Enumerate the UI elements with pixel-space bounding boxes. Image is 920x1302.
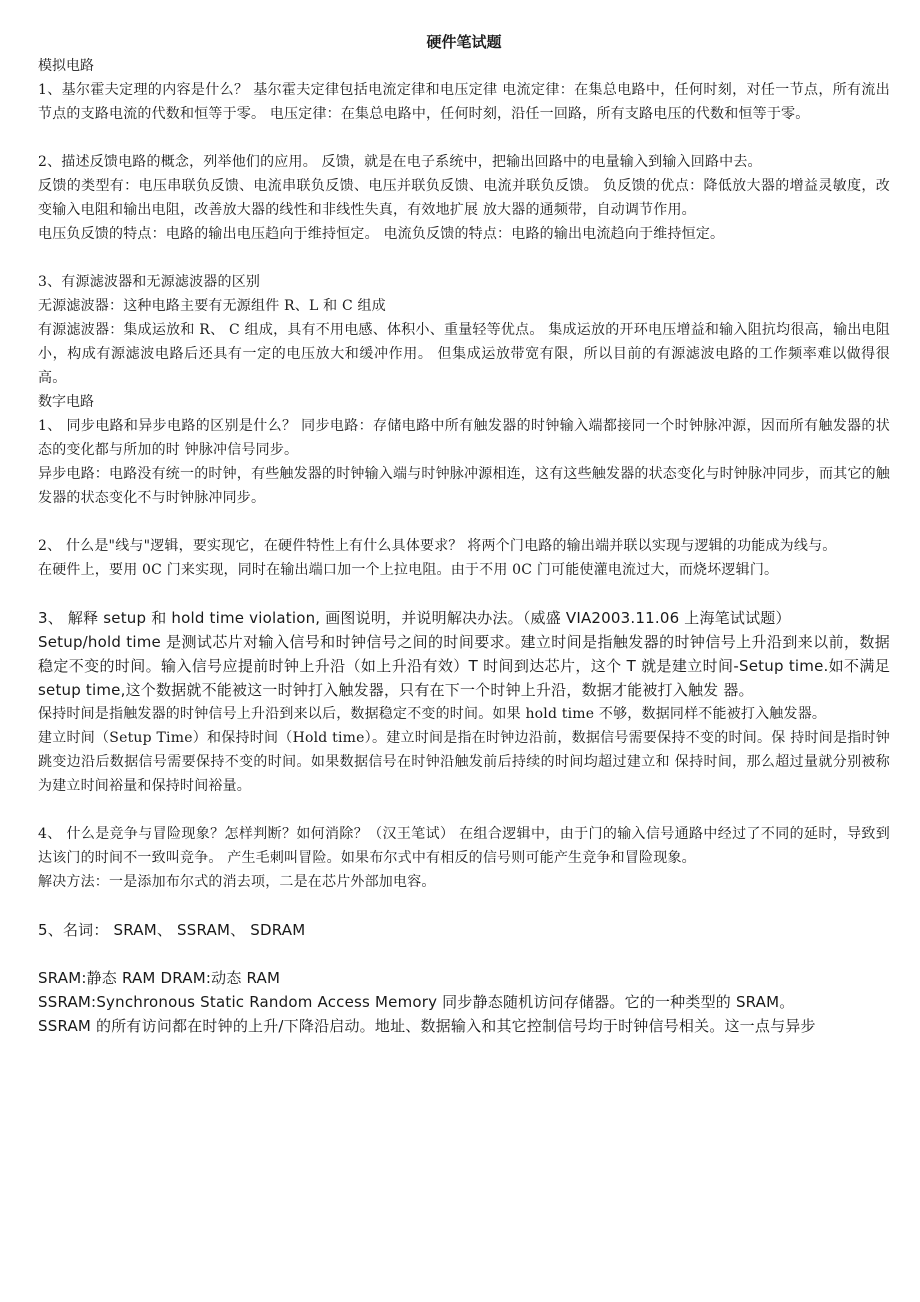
paragraph: 2、 什么是"线与"逻辑，要实现它，在硬件特性上有什么具体要求？ 将两个门电路的输出端并联以实现与逻辑的功能成为线与。	[38, 538, 837, 554]
paragraph: 5、名词： SRAM、 SSRAM、 SDRAM	[38, 921, 306, 939]
paragraph: SRAM:静态 RAM DRAM:动态 RAM	[38, 969, 281, 987]
spacer	[38, 894, 890, 918]
paragraph: 4、 什么是竞争与冒险现象？怎样判断？如何消除？（汉王笔试） 在组合逻辑中，由于门的输入信号通路中经过了不同的延时，导致到达该门的时间不一致叫竞争。 产生毛刺叫冒险。如果布尔式中有相反的信号则可能产生竞争和冒险现象。	[38, 826, 890, 866]
document-page	[38, 30, 890, 1038]
paragraph: 1、 同步电路和异步电路的区别是什么？ 同步电路：存储电路中所有触发器的时钟输入端都接同一个时钟脉冲源，因而所有触发器的状态的变化都与所加的时 钟脉冲信号同步。	[38, 418, 890, 458]
paragraph: SSRAM:Synchronous Static Random Access Memory 同步静态随机访问存储器。它的一种类型的 SRAM。	[38, 993, 795, 1011]
paragraph: 3、 解释 setup 和 hold time violation, 画图说明，并说明解决办法。（威盛 VIA2003.11.06 上海笔试试题）	[38, 609, 791, 627]
paragraph: 2、描述反馈电路的概念，列举他们的应用。 反馈，就是在电子系统中，把输出回路中的电量输入到输入回路中去。	[38, 154, 762, 170]
paragraph: Setup/hold time 是测试芯片对输入信号和时钟信号之间的时间要求。建立时间是指触发器的时钟信号上升沿到来以前，数据稳定不变的时间。输入信号应提前时钟上升沿（如上升沿有效）T 时间到达芯片，这个 T 就是建立时间-Setup time.如不满足 setup time,这个数据就不能被这一时钟打入触发器，只有在下一个时钟上升沿，数据才能被打入触发 器。	[38, 633, 890, 699]
paragraph: 1、基尔霍夫定理的内容是什么？ 基尔霍夫定律包括电流定律和电压定律 电流定律：在集总电路中，任何时刻，对任一节点，所有流出节点的支路电流的代数和恒等于零。 电压定律：在集总电路中，任何时刻，沿任一回路，所有支路电压的代数和恒等于零。	[38, 82, 890, 122]
paragraph: 3、有源滤波器和无源滤波器的区别	[38, 274, 261, 290]
spacer	[38, 126, 890, 150]
section-heading-analog: 模拟电路	[38, 58, 94, 74]
spacer	[38, 798, 890, 822]
paragraph: 无源滤波器：这种电路主要有无源组件 R、L 和 C 组成	[38, 298, 386, 314]
paragraph: SSRAM 的所有访问都在时钟的上升/下降沿启动。地址、数据输入和其它控制信号均于时钟信号相关。这一点与异步	[38, 1017, 816, 1035]
paragraph: 解决方法：一是添加布尔式的消去项，二是在芯片外部加电容。	[38, 874, 436, 890]
paragraph: 反馈的类型有：电压串联负反馈、电流串联负反馈、电压并联负反馈、电流并联负反馈。 负反馈的优点：降低放大器的增益灵敏度，改变输入电阻和输出电阻，改善放大器的线性和非线性失真，有效地扩展 放大器的通频带，自动调节作用。	[38, 178, 890, 218]
section-heading-digital: 数字电路	[38, 394, 94, 410]
spacer	[38, 246, 890, 270]
spacer	[38, 582, 890, 606]
paragraph: 有源滤波器：集成运放和 R、 C 组成，具有不用电感、体积小、重量轻等优点。 集成运放的开环电压增益和输入阻抗均很高，输出电阻小，构成有源滤波电路后还具有一定的电压放大和缓冲作用。 但集成运放带宽有限，所以目前的有源滤波电路的工作频率难以做得很高。	[38, 322, 890, 386]
document-title: 硬件笔试题	[426, 33, 502, 51]
paragraph: 在硬件上，要用 0C 门来实现，同时在输出端口加一个上拉电阻。由于不用 0C 门可能使灌电流过大，而烧坏逻辑门。	[38, 562, 779, 578]
paragraph: 建立时间（Setup Time）和保持时间（Hold time）。建立时间是指在时钟边沿前，数据信号需要保持不变的时间。保 持时间是指时钟跳变边沿后数据信号需要保持不变的时间。如果数据信号在时钟沿触发前后持续的时间均超过建立和 保持时间，那么超过量就分别被称为建立时间裕量和保持时间裕量。	[38, 730, 890, 794]
spacer	[38, 942, 890, 966]
paragraph: 异步电路：电路没有统一的时钟，有些触发器的时钟输入端与时钟脉冲源相连，这有这些触发器的状态变化与时钟脉冲同步，而其它的触发器的状态变化不与时钟脉冲同步。	[38, 466, 890, 506]
paragraph: 电压负反馈的特点：电路的输出电压趋向于维持恒定。 电流负反馈的特点：电路的输出电流趋向于维持恒定。	[38, 226, 725, 242]
paragraph: 保持时间是指触发器的时钟信号上升沿到来以后，数据稳定不变的时间。如果 hold time 不够，数据同样不能被打入触发器。	[38, 706, 827, 722]
spacer	[38, 510, 890, 534]
